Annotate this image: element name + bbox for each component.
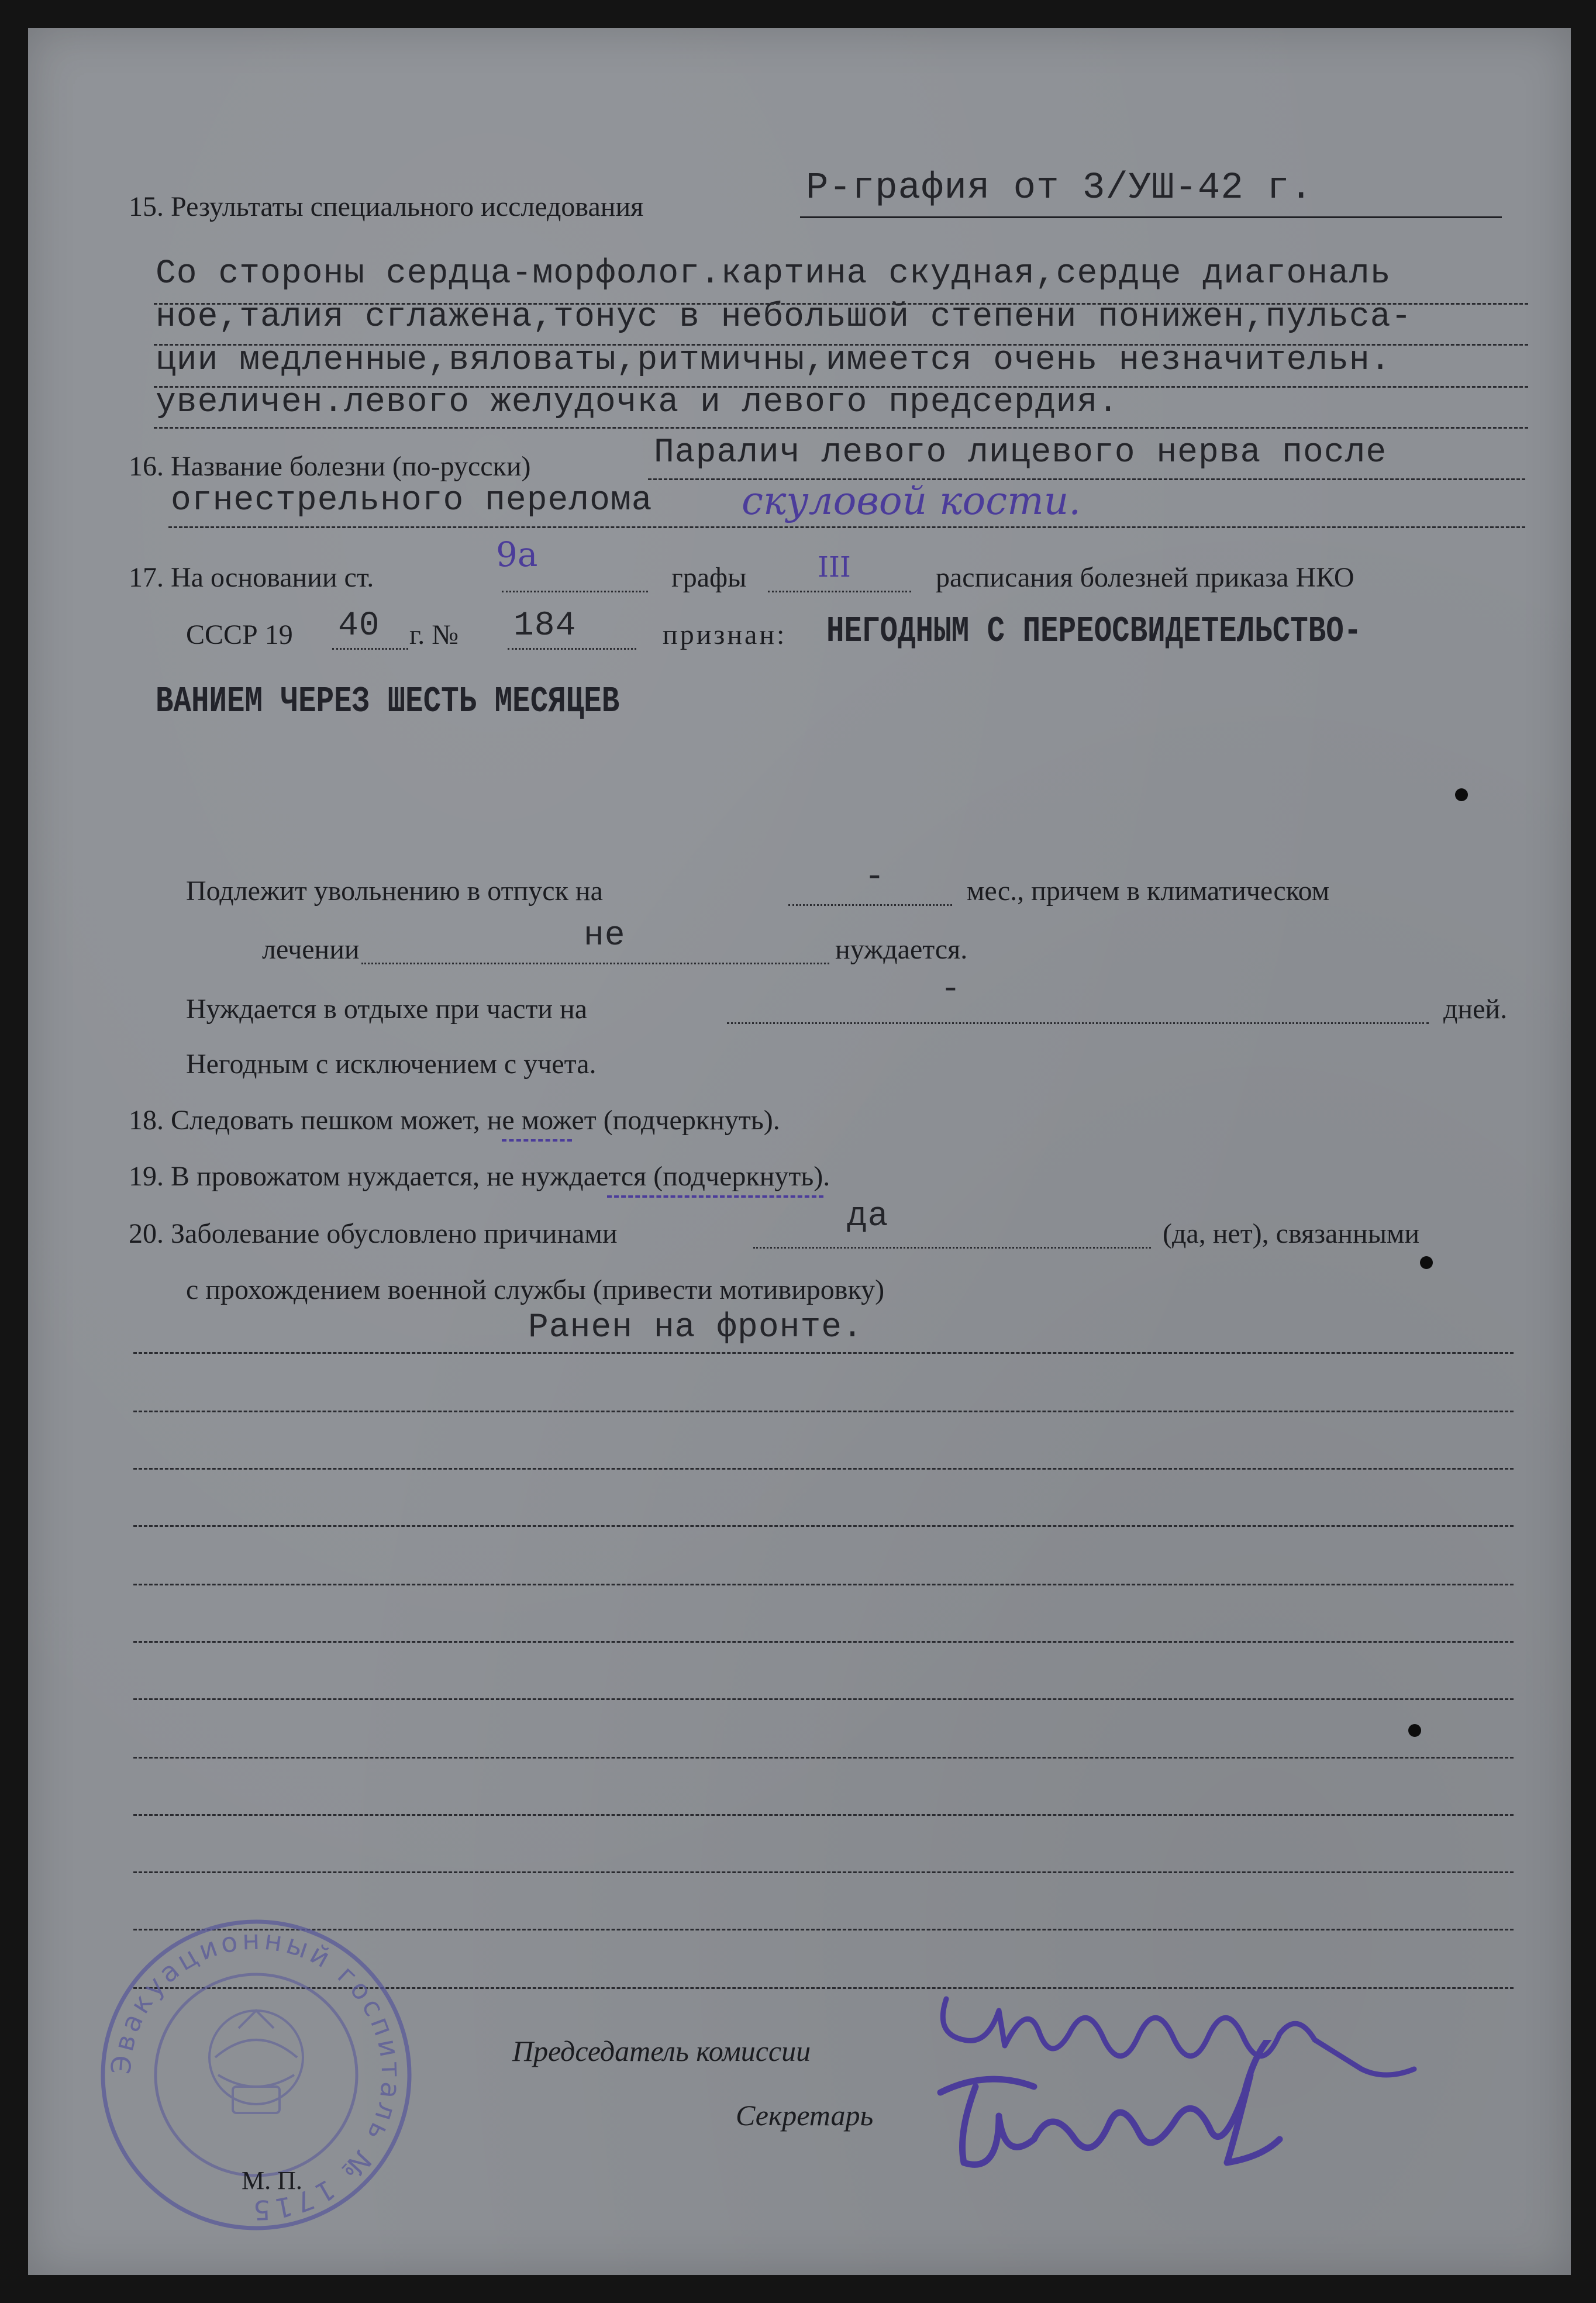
- section-15-rule-2: [154, 344, 1528, 346]
- rest-line: [727, 1022, 1429, 1024]
- section-17-grafy-label: графы: [671, 562, 747, 593]
- section-17-suffix: расписания болезней приказа НКО: [936, 562, 1354, 593]
- rest-days: -: [940, 971, 961, 1009]
- blank-line-7: [133, 1698, 1514, 1700]
- section-15-label: 15. Результаты специального исследования: [129, 191, 644, 222]
- section-20-value: да: [847, 1198, 889, 1236]
- section-15-rule: [800, 216, 1502, 218]
- section-16-handwritten: скуловой кости.: [742, 478, 1081, 523]
- blank-line-5: [133, 1584, 1514, 1585]
- section-16-value-1: Паралич левого лицевого нерва после: [654, 434, 1387, 472]
- blank-line-1: [133, 1352, 1514, 1354]
- leave-line-2-a: лечении: [262, 934, 360, 965]
- blank-line-4: [133, 1525, 1514, 1527]
- section-17-order-number: 184: [513, 607, 577, 645]
- leave-treatment: не: [584, 917, 626, 955]
- section-15-line-3: ции медленные,вяловаты,ритмичны,имеется очень незначительн.: [156, 342, 1391, 380]
- document-sheet: [28, 28, 1571, 2275]
- section-15-rule-4: [154, 427, 1528, 429]
- section-15-rule-3: [154, 386, 1528, 388]
- section-15-line-1: Со стороны сердца-морфолог.картина скудная,сердце диагональ: [156, 255, 1391, 293]
- blank-line-10: [133, 1871, 1514, 1873]
- rest-unit: дней.: [1443, 994, 1508, 1025]
- section-19: 19. В провожатом нуждается, не нуждается (подчеркнуть).: [129, 1161, 830, 1192]
- section-17-year-line: [332, 648, 408, 650]
- section-16-label: 16. Название болезни (по-русски): [129, 451, 531, 482]
- section-17-grafa-line: [768, 591, 911, 592]
- punch-hole: [1455, 788, 1468, 801]
- section-17-verdict-1: НЕГОДНЫМ С ПЕРЕОСВИДЕТЕЛЬСТВО-: [826, 611, 1362, 652]
- section-17-order-label: г. №: [409, 619, 459, 650]
- emblem-icon: [209, 2011, 303, 2113]
- section-18: 18. Следовать пешком может, не может (подчеркнуть).: [129, 1105, 780, 1136]
- punch-hole: [1408, 1724, 1421, 1737]
- section-18-underline: [502, 1139, 572, 1142]
- section-19-underline: [607, 1195, 823, 1198]
- blank-line-9: [133, 1814, 1514, 1816]
- blank-line-6: [133, 1641, 1514, 1643]
- section-20-line-2: с прохождением военной службы (привести мотивировку): [186, 1274, 885, 1305]
- stamp-place-label: М. П.: [242, 2166, 302, 2195]
- section-15-value: Р-графия от 3/УШ-42 г.: [806, 167, 1313, 209]
- blank-line-8: [133, 1757, 1514, 1759]
- section-17-prefix: 17. На основании ст.: [129, 562, 374, 593]
- section-17-year: 40: [338, 607, 380, 645]
- leave-line-1-b: мес., причем в климатическом: [967, 875, 1330, 906]
- leave-months-line: [788, 904, 952, 906]
- leave-line-2-b: нуждается.: [835, 934, 968, 965]
- section-17-year-prefix: СССР 19: [186, 619, 293, 650]
- unfit-label: Негодным с исключением с учета.: [186, 1049, 597, 1080]
- section-16-rule-2: [168, 526, 1525, 528]
- section-17-verdict-2: ВАНИЕМ ЧЕРЕЗ ШЕСТЬ МЕСЯЦЕВ: [156, 681, 620, 722]
- section-15-line-4: увеличен.левого желудочка и левого предсердия.: [156, 384, 1119, 422]
- section-16-value-2: огнестрельного перелома: [171, 482, 653, 520]
- section-20-motivation: Ранен на фронте.: [528, 1309, 863, 1347]
- section-17-order-line: [508, 648, 636, 650]
- secretary-label: Секретарь: [736, 2099, 874, 2132]
- blank-line-3: [133, 1468, 1514, 1470]
- blank-line-2: [133, 1411, 1514, 1412]
- chairman-label: Председатель комиссии: [512, 2035, 811, 2067]
- section-20-value-line: [753, 1247, 1151, 1249]
- section-17-article: 9а: [496, 535, 538, 574]
- section-17-priznan: признан:: [663, 619, 787, 650]
- section-17-article-line: [502, 591, 648, 592]
- secretary-signature: [923, 2040, 1344, 2186]
- section-20-label: 20. Заболевание обусловлено причинами: [129, 1218, 618, 1249]
- leave-line-1-a: Подлежит увольнению в отпуск на: [186, 875, 603, 906]
- rest-label: Нуждается в отдыхе при части на: [186, 994, 588, 1025]
- leave-treatment-line: [361, 963, 829, 964]
- section-20-suffix: (да, нет), связанными: [1163, 1218, 1420, 1249]
- section-15-rule-1: [154, 303, 1528, 305]
- stamp-text: Эвакуационный госпиталь № 1715: [105, 1923, 408, 2226]
- leave-months: -: [864, 859, 885, 897]
- section-15-line-2: ное,талия сглажена,тонус в небольшой степени понижен,пульса-: [156, 298, 1412, 336]
- section-17-grafa: III: [818, 551, 851, 584]
- punch-hole: [1420, 1256, 1433, 1269]
